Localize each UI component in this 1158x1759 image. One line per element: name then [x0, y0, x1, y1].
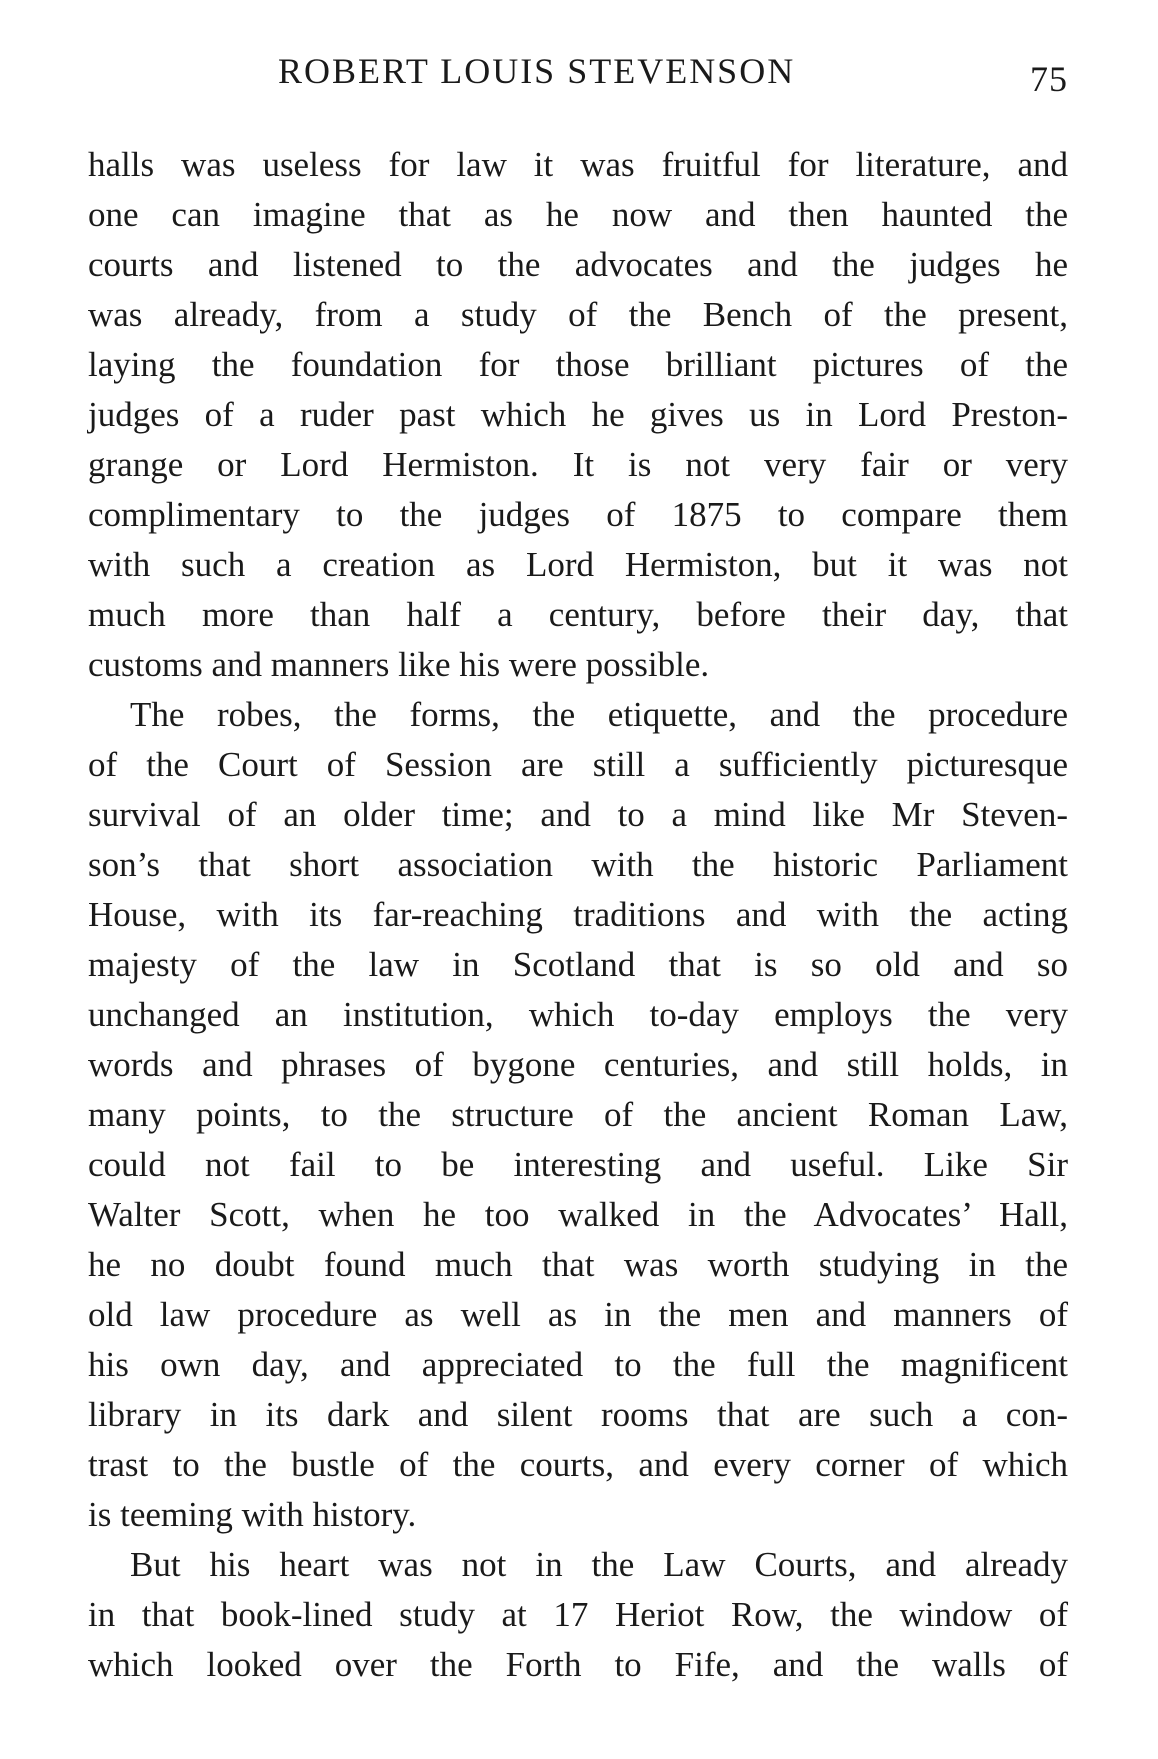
- text-line: many points, to the structure of the ancient Roman Law,: [88, 1095, 1068, 1134]
- text-line: trast to the bustle of the courts, and every corner of which: [88, 1445, 1068, 1484]
- text-line: in that book-lined study at 17 Heriot Row, the window of: [88, 1595, 1068, 1634]
- text-line: laying the foundation for those brilliant pictures of the: [88, 345, 1068, 384]
- paragraph-1: [88, 140, 1068, 690]
- page-number: 75: [1030, 59, 1068, 99]
- text-line: was already, from a study of the Bench of the present,: [88, 295, 1068, 334]
- text-line: of the Court of Session are still a sufficiently picturesque: [88, 745, 1068, 784]
- text-line: library in its dark and silent rooms that are such a con-: [88, 1395, 1068, 1434]
- text-line: Walter Scott, when he too walked in the Advocates’ Hall,: [88, 1195, 1068, 1234]
- text-line: with such a creation as Lord Hermiston, but it was not: [88, 545, 1068, 584]
- text-line: could not fail to be interesting and useful. Like Sir: [88, 1145, 1068, 1184]
- text-line: courts and listened to the advocates and the judges he: [88, 245, 1068, 284]
- text-line: judges of a ruder past which he gives us in Lord Preston-: [88, 395, 1068, 434]
- page-body: [88, 140, 1068, 1690]
- text-line: survival of an older time; and to a mind like Mr Steven-: [88, 795, 1068, 834]
- paragraph-3: [88, 1540, 1068, 1690]
- text-line: unchanged an institution, which to-day employs the very: [88, 995, 1068, 1034]
- text-line: one can imagine that as he now and then haunted the: [88, 195, 1068, 234]
- text-line: complimentary to the judges of 1875 to compare them: [88, 495, 1068, 534]
- text-line: The robes, the forms, the etiquette, and the procedure: [130, 695, 1068, 734]
- text-line: customs and manners like his were possible.: [88, 645, 710, 684]
- running-head-title: ROBERT LOUIS STEVENSON: [278, 51, 796, 91]
- text-line: which looked over the Forth to Fife, and the walls of: [88, 1645, 1068, 1684]
- text-line: his own day, and appreciated to the full the magnificent: [88, 1345, 1068, 1384]
- text-line: grange or Lord Hermiston. It is not very fair or very: [88, 445, 1068, 484]
- text-line: is teeming with history.: [88, 1495, 417, 1534]
- text-line: majesty of the law in Scotland that is so old and so: [88, 945, 1068, 984]
- text-line: he no doubt found much that was worth studying in the: [88, 1245, 1068, 1284]
- text-line: words and phrases of bygone centuries, and still holds, in: [88, 1045, 1068, 1084]
- paragraph-2: [88, 690, 1068, 1540]
- text-line: old law procedure as well as in the men and manners of: [88, 1295, 1068, 1334]
- text-line: much more than half a century, before their day, that: [88, 595, 1068, 634]
- text-line: halls was useless for law it was fruitful for literature, and: [88, 145, 1068, 184]
- text-line: But his heart was not in the Law Courts, and already: [130, 1545, 1068, 1584]
- text-line: House, with its far-reaching traditions and with the acting: [88, 895, 1068, 934]
- running-head: [88, 50, 1068, 110]
- text-line: son’s that short association with the historic Parliament: [88, 845, 1068, 884]
